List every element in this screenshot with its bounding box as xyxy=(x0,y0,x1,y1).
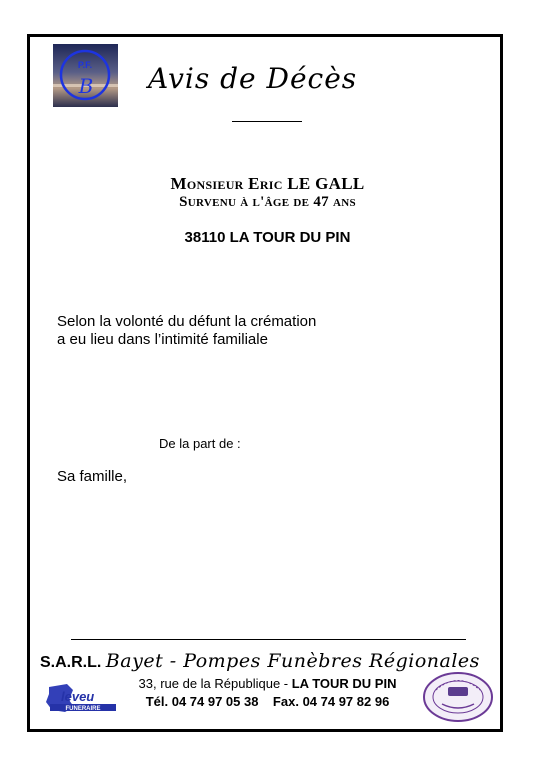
deceased-name: Monsieur Eric LE GALL xyxy=(170,174,365,193)
address-city: LA TOUR DU PIN xyxy=(291,676,397,691)
pf-b-logo xyxy=(53,44,118,107)
leveu-funeraire-logo xyxy=(43,683,119,713)
tel-label: Tél. xyxy=(145,694,169,709)
body-line-2: a eu lieu dans l’intimité familiale xyxy=(57,331,268,348)
page-border xyxy=(27,34,503,732)
company-line xyxy=(40,650,480,672)
certified-badge xyxy=(422,671,495,723)
logo-pf-text: P.F. xyxy=(77,60,93,70)
footer-divider xyxy=(71,639,466,640)
family-signature: Sa famille, xyxy=(57,468,128,485)
title-underline xyxy=(232,121,302,122)
deceased-town: 38110 LA TOUR DU PIN xyxy=(184,229,351,246)
company-name: Bayet - Pompes Funèbres Régionales xyxy=(105,650,480,672)
leveu-logo-word: leveu xyxy=(61,689,95,704)
leveu-logo-sub: FUNERAIRE xyxy=(65,706,101,712)
company-prefix: S.A.R.L. xyxy=(40,654,102,671)
logo-b-letter: B xyxy=(78,74,94,98)
address-street: 33, rue de la République - xyxy=(138,676,292,691)
fax-label: Fax. xyxy=(272,694,299,709)
body-line-1: Selon la volonté du défunt la crémation xyxy=(57,313,317,330)
page-title: Avis de Décès xyxy=(148,62,358,95)
tel-number: 04 74 97 05 38 xyxy=(171,694,259,709)
deceased-age: Survenu à l'âge de 47 ans xyxy=(179,194,356,210)
from-label: De la part de : xyxy=(159,436,241,451)
fax-number: 04 74 97 82 96 xyxy=(302,694,390,709)
